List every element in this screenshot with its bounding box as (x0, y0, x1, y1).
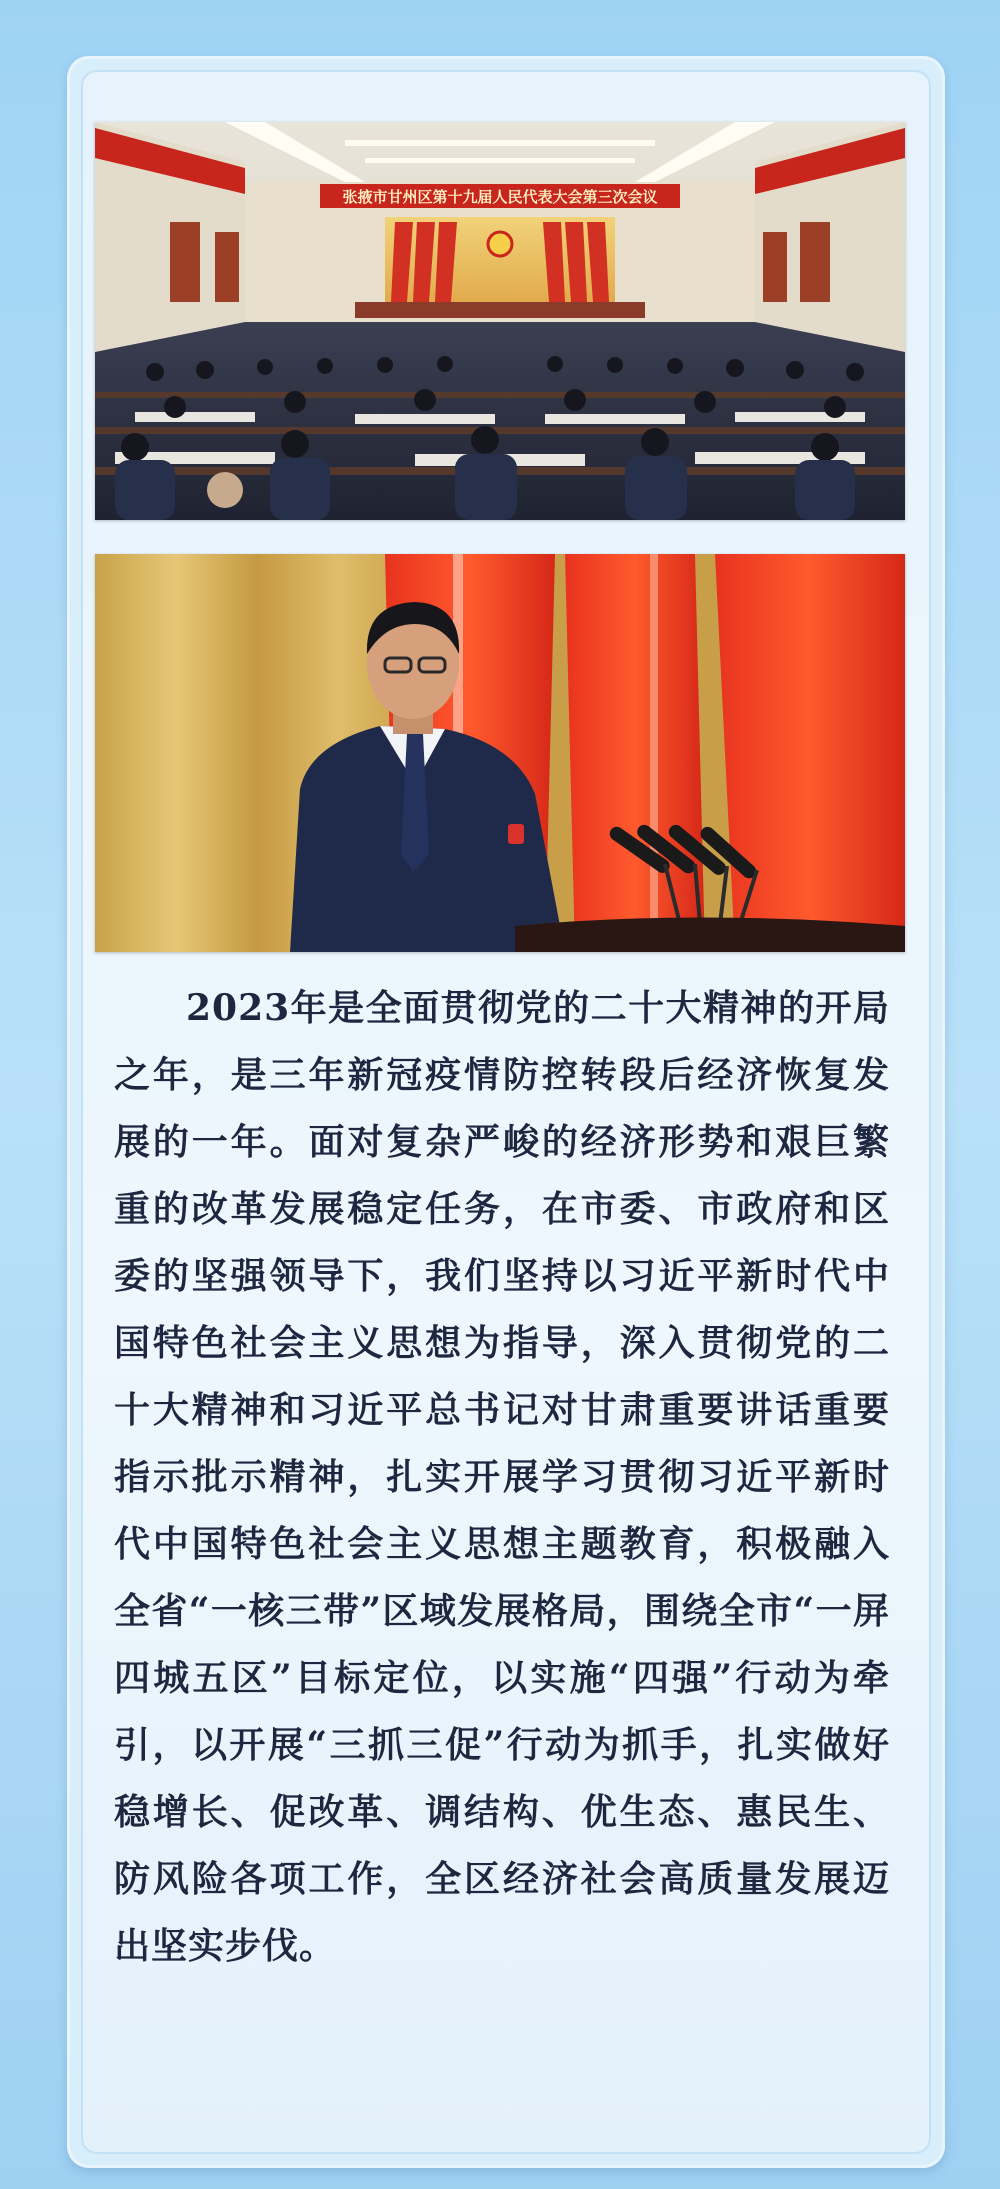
hall-banner-text: 张掖市甘州区第十九届人民代表大会第三次会议 (342, 188, 658, 206)
article-paragraph: 2023年是全面贯彻党的二十大精神的开局之年，是三年新冠疫情防控转段后经济恢复发展的一年。面对复杂严峻的经济形势和艰巨繁重的改革发展稳定任务，在市委、市政府和区委的坚强领导下，我们坚持以习近平新时代中国特色社会主义思想为指导，深入贯彻党的二十大精神和习近平总书记对甘肃重要讲话重要指示批示精神，扎实开展学习贯彻习近平新时代中国特色社会主义思想主题教育，积极融入全省“一核三带”区域发展格局，围绕全市“一屏四城五区”目标定位，以实施“四强”行动为牵引，以开展“三抓三促”行动为抓手，扎实做好稳增长、促改革、调结构、优生态、惠民生、防风险各项工作，全区经济社会高质量发展迈出坚实步伐。 (114, 987, 890, 1967)
speaker-photo (95, 554, 905, 952)
assembly-hall-photo (95, 122, 905, 520)
